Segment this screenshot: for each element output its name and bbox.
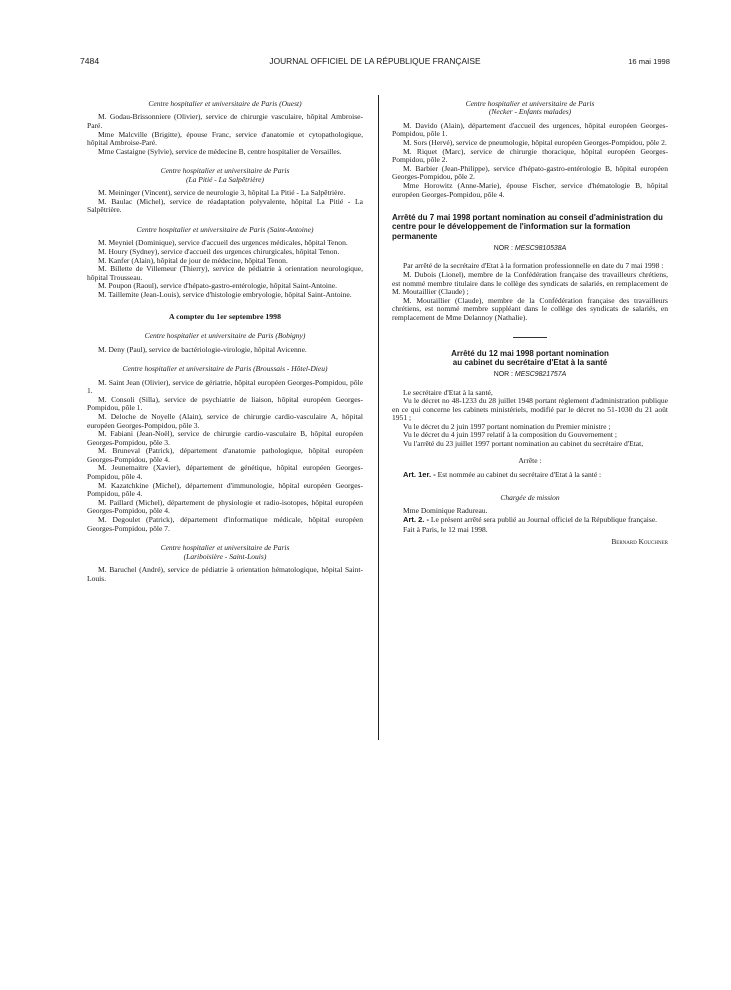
section-list	[87, 566, 363, 583]
list-item: Mme Malcville (Brigitte), épouse Franc, service d'anatomie et cytopathologique, hôpital Ambroise-Paré.	[87, 129, 363, 148]
list-item: M. Sors (Hervé), service de pneumologie, hôpital européen Georges-Pompidou, pôle 2.	[403, 138, 667, 147]
section-subheading: (La Pitié - La Salpêtrière)	[185, 174, 265, 184]
right-column	[392, 100, 668, 547]
article-1-label: Art. 1er. -	[403, 470, 436, 480]
section-subheading: (Lariboisière - Saint-Louis)	[183, 551, 267, 561]
decree-title-line2: au cabinet du secrétaire d'Etat à la santé	[452, 357, 608, 367]
section-heading: Centre hospitalier et universitaire de Paris (Broussais - Hôtel-Dieu)	[122, 364, 328, 374]
list-item: M. Meininger (Vincent), service de neurologie 3, hôpital La Pitié - La Salpêtrière.	[98, 188, 346, 198]
list-item: M. Kazatchkine (Michel), département d'immunologie, hôpital européen Georges-Pompidou, pôle 4.	[87, 480, 363, 499]
list-item: M. Baruchel (André), service de pédiatrie à orientation hématologique, hôpital Saint-Louis.	[87, 565, 363, 583]
paragraph: Vu l'arrêté du 23 juillet 1997 portant nomination au cabinet du secrétaire d'Etat,	[403, 439, 644, 449]
page-header	[80, 56, 670, 70]
nor-code: MESC9821757A	[514, 370, 567, 378]
place-date: Fait à Paris, le 12 mai 1998.	[403, 525, 488, 535]
section-subheading: (Necker - Enfants malades)	[488, 107, 572, 117]
article-2	[392, 516, 668, 525]
paragraph: M. Moutaillier (Claude), membre de la Confédération française des travailleurs chrétiens, est nommé membre suppléant dans le collège des syndicats de salariés, en remplacement de Mme Delannoy (Nathalie).	[392, 295, 668, 322]
nor-reference	[392, 371, 668, 380]
nor-code: MESC9810538A	[514, 244, 567, 252]
list-item: M. Baulac (Michel), service de réadaptation polyvalente, hôpital La Pitié - La Salpêtrière.	[87, 196, 363, 215]
arrete-label: Arrête :	[518, 455, 542, 465]
journal-title: JOURNAL OFFICIEL DE LA RÉPUBLIQUE FRANÇAISE	[269, 56, 481, 66]
list-item: M. Fabiani (Jean-Noël), service de chirurgie cardio-vasculaire B, hôpital européen Georges-Pompidou, pôle 3.	[87, 429, 363, 447]
section-list	[392, 122, 668, 199]
nor-reference	[392, 245, 668, 254]
paragraph: Vu le décret du 2 juin 1997 portant nomination du Premier ministre ;	[403, 421, 611, 431]
paragraph: Vu le décret no 48-1233 du 28 juillet 1948 portant règlement d'administration publique en ce qui concerne les cabinets ministériels, modifié par le décret no 51-1030 du 21 août 1951 ;	[392, 396, 668, 423]
section-list	[87, 189, 363, 215]
list-item: M. Deny (Paul), service de bactériologie-virologie, hôpital Avicenne.	[98, 344, 307, 354]
list-item: M. Degoulet (Patrick), département d'informatique médicale, hôpital européen Georges-Pompidou, pôle 7.	[87, 515, 363, 533]
paragraph: Le secrétaire d'Etat à la santé,	[403, 387, 493, 397]
list-item: M. Davido (Alain), département d'accueil des urgences, hôpital européen Georges-Pompidou, pôle 1.	[392, 120, 668, 139]
date-heading: A compter du 1er septembre 1998	[169, 311, 281, 321]
list-item: M. Bruneval (Patrick), département d'anatomie pathologique, hôpital européen Georges-Pompidou, pôle 4.	[87, 446, 363, 464]
section-list	[87, 379, 363, 534]
list-item: M. Jeunemaitre (Xavier), département de génétique, hôpital européen Georges-Pompidou, pôle 4.	[87, 463, 363, 482]
role-heading: Chargée de mission	[500, 492, 560, 502]
list-item: M. Poupon (Raoul), service d'hépato-gastro-entérologie, hôpital Saint-Antoine.	[98, 281, 338, 291]
paragraph: M. Dubois (Lionel), membre de la Confédération française des travailleurs chrétiens, est nommé membre titulaire dans le collège des syndicats de salariés, en remplacement de M. Moutaillier (Claude) ;	[392, 269, 668, 297]
list-item: M. Godau-Brissonniere (Olivier), service de chirurgie vasculaire, hôpital Ambroise-Paré.	[87, 112, 363, 130]
section-heading: Centre hospitalier et universitaire de Paris	[160, 166, 290, 176]
section-list	[87, 239, 363, 299]
list-item: M. Barbier (Jean-Philippe), service d'hépato-gastro-entérologie B, hôpital européen Georges-Pompidou, pôle 2.	[392, 163, 668, 182]
list-item: M. Meyniel (Dominique), service d'accueil des urgences médicales, hôpital Tenon.	[98, 238, 348, 248]
article-1	[392, 471, 668, 480]
section-list	[87, 113, 363, 156]
list-item: M. Billette de Villemeur (Thierry), service de pédiatrie à orientation neurologique, hôpital Trousseau.	[87, 264, 363, 282]
section-heading: Centre hospitalier et universitaire de Paris (Bobigny)	[144, 331, 306, 341]
list-item: M. Riquet (Marc), service de chirurgie thoracique, hôpital européen Georges-Pompidou, pôle 2.	[392, 146, 668, 165]
list-item: M. Paillard (Michel), département de physiologie et radio-isotopes, hôpital européen Georges-Pompidou, pôle 4.	[87, 497, 363, 516]
section-heading: Centre hospitalier et universitaire de Paris (Ouest)	[148, 99, 302, 108]
list-item: M. Kanfer (Alain), hôpital de jour de médecine, hôpital Tenon.	[98, 255, 288, 265]
appointee: Mme Dominique Radureau.	[403, 506, 488, 516]
paragraph: Par arrêté de la secrétaire d'Etat à la formation professionnelle en date du 7 mai 1998 :	[403, 261, 664, 271]
list-item: Mme Castaigne (Sylvie), service de médecine B, centre hospitalier de Versailles.	[98, 146, 342, 156]
section-heading: Centre hospitalier et universitaire de Paris	[160, 543, 290, 553]
list-item: M. Consoli (Silla), service de psychiatrie de liaison, hôpital européen Georges-Pompidou, pôle 1.	[87, 394, 363, 413]
article-1-text: Est nommée au cabinet du secrétaire d'Etat à la santé :	[437, 470, 602, 480]
signature: Bernard Kouchner	[611, 538, 668, 547]
decree-title: Arrêté du 7 mai 1998 portant nomination au conseil d'administration du centre pour le développement de l'information sur la formation permanente	[392, 213, 663, 241]
issue-date: 16 mai 1998	[628, 57, 670, 66]
decree-title: Arrêté du 12 mai 1998 portant nomination	[451, 348, 609, 358]
list-item: M. Saint Jean (Olivier), service de gériatrie, hôpital européen Georges-Pompidou, pôle 1.	[87, 377, 363, 396]
article-2-label: Art. 2. -	[403, 514, 429, 524]
section-heading: Centre hospitalier et universitaire de Paris (Saint-Antoine)	[136, 224, 314, 234]
list-item: M. Deloche de Noyelle (Alain), service de chirurgie cardio-vasculaire A, hôpital européen Georges-Pompidou, pôle 3.	[87, 411, 363, 430]
nor-label: NOR :	[493, 370, 513, 378]
section-heading: Centre hospitalier et universitaire de Paris	[465, 99, 595, 108]
nor-label: NOR :	[493, 244, 513, 252]
article-2-text: Le présent arrêté sera publié au Journal officiel de la République française.	[430, 514, 658, 524]
list-item: M. Taillemite (Jean-Louis), service d'histologie embryologie, hôpital Saint-Antoine.	[98, 289, 352, 299]
list-item: M. Houry (Sydney), service d'accueil des urgences chirurgicales, hôpital Tenon.	[98, 246, 340, 256]
list-item: Mme Horowitz (Anne-Marie), épouse Fischer, service d'hématologie B, hôpital européen Georges-Pompidou, pôle 4.	[392, 180, 668, 199]
decree-body	[392, 262, 668, 322]
paragraph: Vu le décret du 4 juin 1997 relatif à la composition du Gouvernement ;	[403, 430, 617, 440]
column-divider	[378, 95, 379, 740]
page-number: 7484	[80, 56, 100, 66]
decree-body	[392, 389, 668, 449]
left-column	[87, 100, 363, 583]
section-list	[87, 346, 363, 355]
